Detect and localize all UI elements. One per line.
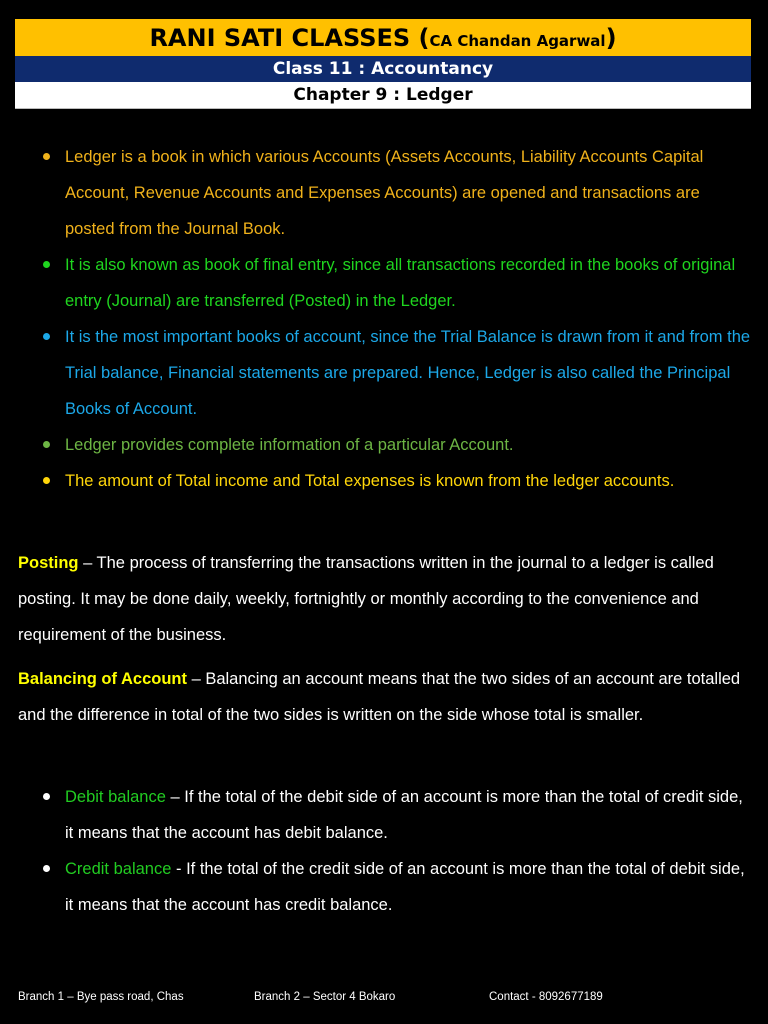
- footer-branch-2: Branch 2 – Sector 4 Bokaro: [254, 991, 396, 1003]
- credit-text: - If the total of the credit side of an account is more than the total of debit side, it means that the account has credit balance.: [65, 860, 745, 914]
- bullet-text: The amount of Total income and Total expenses is known from the ledger accounts.: [65, 472, 675, 490]
- balancing-paragraph: [18, 661, 753, 733]
- bullet-icon: [43, 261, 50, 268]
- chapter-title: Chapter 9 : Ledger: [293, 85, 473, 105]
- bullet-text: Ledger provides complete information of a particular Account.: [65, 436, 514, 454]
- list-item: [18, 427, 753, 463]
- teacher-paren-open: (: [418, 24, 430, 52]
- bullet-text: It is also known as book of final entry, since all transactions recorded in the books of original entry (Journal) are transferred (Posted) in the Ledger.: [65, 256, 736, 310]
- debit-term: Debit balance: [65, 788, 166, 806]
- footer-branch-1: Branch 1 – Bye pass road, Chas: [18, 991, 184, 1003]
- posting-text: – The process of transferring the transactions written in the journal to a ledger is called posting. It may be done daily, weekly, fortnightly or monthly according to the convenience and requirement of the business.: [18, 554, 714, 644]
- institute-header: [15, 19, 751, 56]
- bullet-icon: [43, 793, 50, 800]
- balancing-term: Balancing of Account: [18, 670, 187, 688]
- institute-name: RANI SATI CLASSES: [149, 24, 411, 52]
- list-item: [18, 247, 753, 319]
- list-item: [18, 851, 753, 923]
- list-item: [18, 779, 753, 851]
- teacher-paren-close: ): [605, 24, 617, 52]
- bullet-icon: [43, 865, 50, 872]
- class-title: Class 11 : Accountancy: [272, 59, 494, 79]
- posting-paragraph: [18, 545, 753, 653]
- teacher-name: CA Chandan Agarwal: [429, 32, 606, 50]
- posting-term: Posting: [18, 554, 79, 572]
- balance-types-list: [18, 779, 753, 923]
- bullet-icon: [43, 477, 50, 484]
- bullet-text: Ledger is a book in which various Accounts (Assets Accounts, Liability Accounts Capital Account, Revenue Accounts and Expenses Accounts) are opened and transactions are posted from the Journal Book.: [65, 148, 704, 238]
- intro-bullets: [18, 139, 753, 499]
- credit-term: Credit balance: [65, 860, 172, 878]
- bullet-icon: [43, 441, 50, 448]
- bullet-icon: [43, 153, 50, 160]
- debit-text: – If the total of the debit side of an account is more than the total of credit side, it means that the account has debit balance.: [65, 788, 743, 842]
- class-banner: [15, 56, 751, 82]
- bullet-icon: [43, 333, 50, 340]
- list-item: [18, 139, 753, 247]
- list-item: [18, 319, 753, 427]
- balancing-text: – Balancing an account means that the two sides of an account are totalled and the difference in total of the two sides is written on the side whose total is smaller.: [18, 670, 741, 724]
- footer-contact: Contact - 8092677189: [489, 991, 603, 1003]
- bullet-text: It is the most important books of account, since the Trial Balance is drawn from it and from the Trial balance, Financial statements are prepared. Hence, Ledger is also called the Principal Books of Account.: [65, 328, 751, 418]
- list-item: [18, 463, 753, 499]
- chapter-banner: [15, 82, 751, 109]
